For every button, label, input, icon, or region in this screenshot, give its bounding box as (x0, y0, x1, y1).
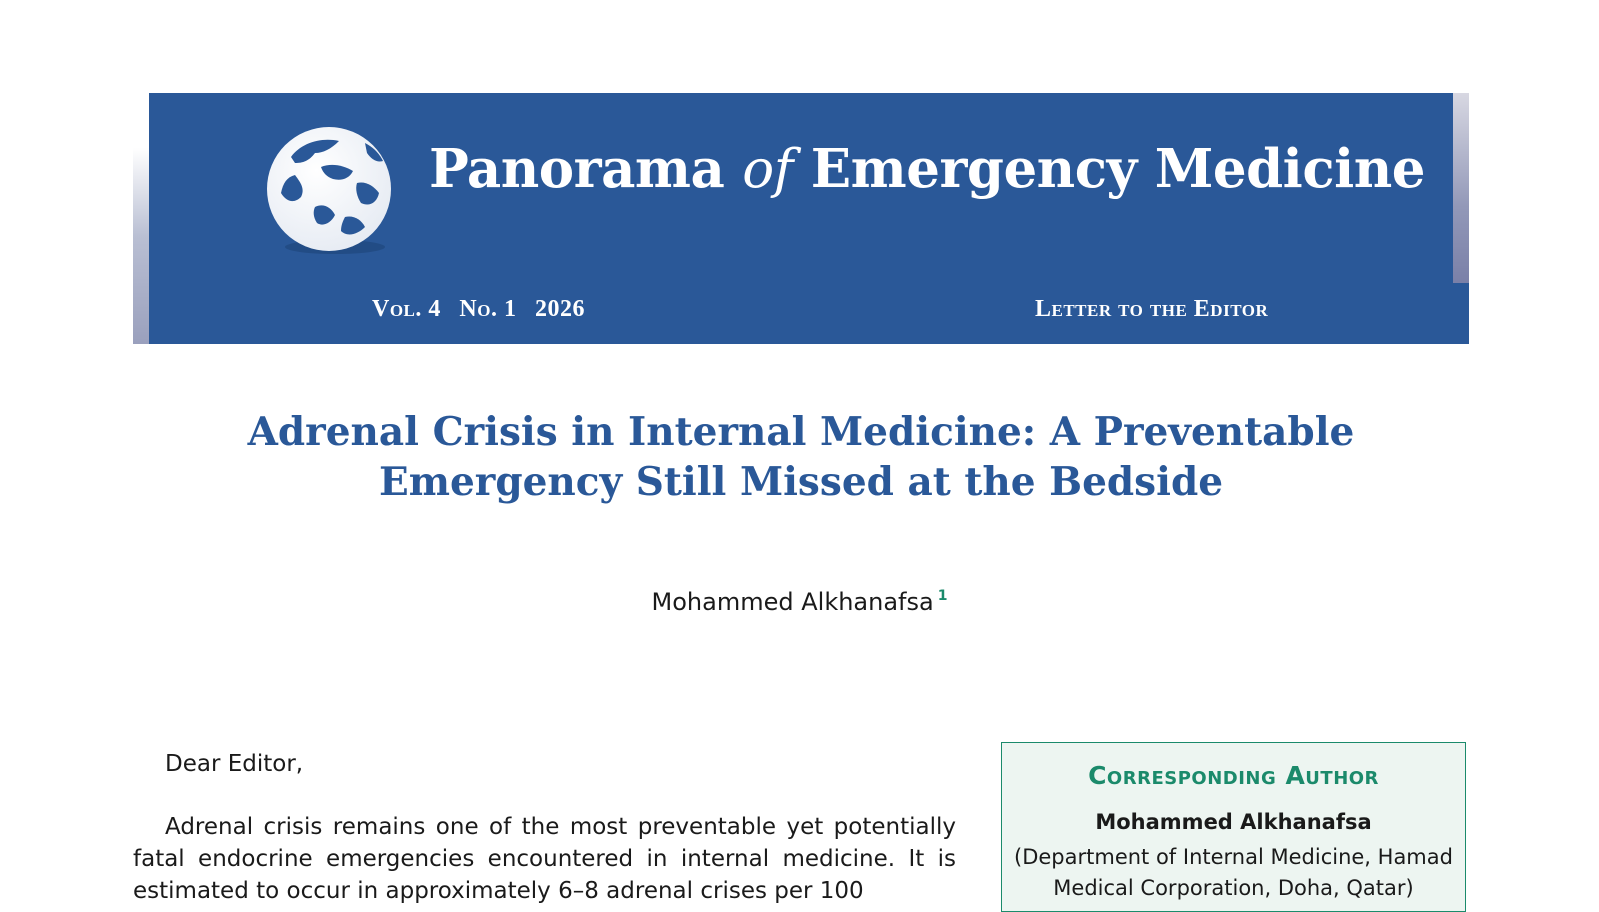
journal-title-part1: Panorama (429, 138, 725, 200)
author-name: Mohammed Alkhanafsa (651, 588, 934, 616)
salutation: Dear Editor, (165, 751, 304, 777)
banner-panel (149, 93, 1453, 344)
corresponding-author-affiliation: (Department of Internal Medicine, Hamad Medical Corporation, Doha, Qatar) (1014, 845, 1453, 900)
corresponding-author-box (1001, 742, 1466, 912)
article-title: Adrenal Crisis in Internal Medicine: A Preventable Emergency Still Missed at the Bedside (247, 409, 1355, 505)
journal-title-part2: Emergency Medicine (810, 138, 1425, 200)
volume-label: Vol. 4 (372, 296, 441, 322)
author-line (0, 588, 1599, 616)
banner-corner (1453, 283, 1469, 344)
journal-banner (133, 93, 1469, 344)
corresponding-author-heading: Corresponding Author (1088, 761, 1379, 790)
corresponding-author-name: Mohammed Alkhanafsa (1095, 810, 1372, 834)
banner-edge-right (1453, 93, 1469, 283)
journal-title (429, 138, 1425, 200)
author-affiliation-mark[interactable]: 1 (937, 588, 948, 604)
banner-edge-left (133, 148, 149, 344)
journal-title-of: of (742, 139, 793, 200)
volume-line (372, 296, 597, 323)
issue-label: No. 1 (459, 296, 517, 322)
article-type-label: Letter to the Editor (1035, 296, 1269, 322)
body-column (133, 748, 956, 907)
globe-icon (261, 123, 401, 263)
year-label: 2026 (534, 296, 585, 322)
body-paragraph: Adrenal crisis remains one of the most preventable yet potentially fatal endocrine emergencies encountered in internal medicine. It is estimated to occur in approximately 6–8 adrenal crises per 100 (133, 814, 956, 904)
